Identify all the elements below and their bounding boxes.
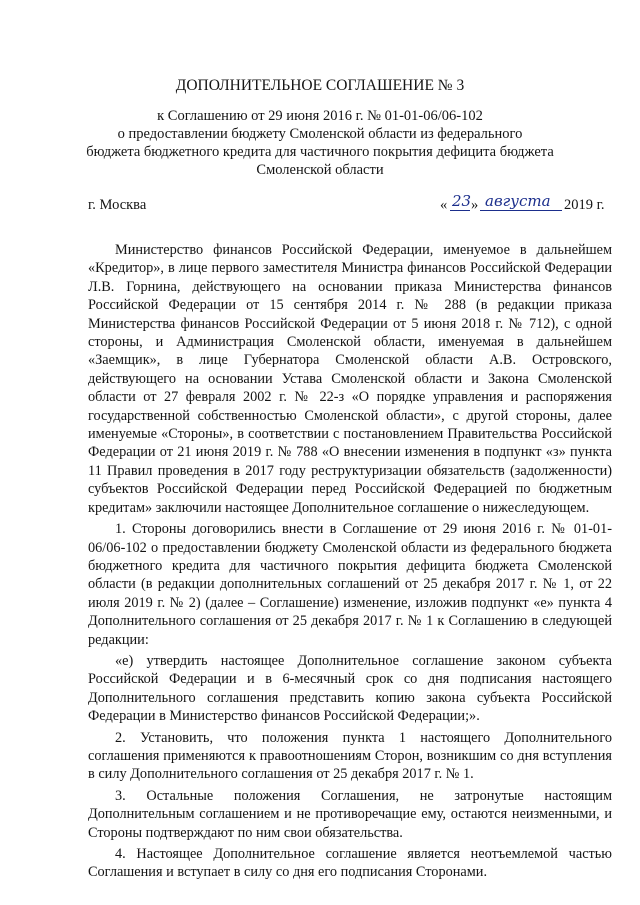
document-city: г. Москва: [88, 197, 147, 213]
document-title: ДОПОЛНИТЕЛЬНОЕ СОГЛАШЕНИЕ № 3: [175, 77, 465, 94]
clause-1-paragraph: 1. Стороны договорились внести в Соглашение от 29 июня 2016 г. № 01-01-06/06-102 о предоставлении бюджету Смоленской области из федерального бюджета бюджетного кредита для частичного покрытия дефицита бюджета Смоленской области (в редакции дополнительных соглашений от 25 декабря 2017 г. № 1, от 22 июля 2019 г. № 2) (далее – Соглашение) изменение, изложив подпункт «е» пункта 4 Дополнительного соглашения от 25 декабря 2017 г. № 1 к Соглашению в следующей редакции:: [88, 521, 612, 648]
subtitle-line: бюджета бюджетного кредита для частичного покрытия дефицита бюджета: [86, 144, 554, 160]
date-day-handwritten: 23: [452, 192, 472, 210]
document-body: [88, 241, 612, 882]
clause-2-paragraph: 2. Установить, что положения пункта 1 настоящего Дополнительного соглашения применяются к правоотношениям Сторон, возникшим со дня вступления в силу Дополнительного соглашения от 25 декабря 2017 г. № 1.: [88, 729, 612, 783]
date-close-quote: »: [471, 197, 479, 213]
date-day-underline: [450, 210, 470, 211]
subtitle-line: к Соглашению от 29 июня 2016 г. № 01-01-06/06-102: [157, 108, 483, 124]
date-month-underline: [480, 210, 562, 211]
document-date: [440, 188, 610, 214]
subtitle-line: о предоставлении бюджету Смоленской области из федерального: [117, 126, 523, 142]
date-open-quote: «: [440, 197, 448, 213]
subtitle-line: Смоленской области: [256, 162, 384, 178]
clause-4-paragraph: 4. Настоящее Дополнительное соглашение является неотъемлемой частью Соглашения и вступает в силу со дня его подписания Сторонами.: [88, 846, 612, 881]
clause-3-paragraph: 3. Остальные положения Соглашения, не затронутые настоящим Дополнительным соглашением и не противоречащие ему, остаются неизменными, и Стороны подтверждают по ним свои обязательства.: [88, 787, 612, 841]
date-year: 2019 г.: [564, 197, 605, 213]
preamble-paragraph: Министерство финансов Российской Федерации, именуемое в дальнейшем «Кредитор», в лице первого заместителя Министра финансов Российской Федерации Л.В. Горнина, действующего на основании приказа Министерства финансов Российской Федерации от 15 сентября 2014 г. № 288 (в редакции приказа Министерства финансов Российской Федерации от 5 июня 2018 г. № 712), с одной стороны, и Администрация Смоленской области, именуемая в дальнейшем «Заемщик», в лице Губернатора Смоленской области А.В. Островского, действующего на основании Устава Смоленской области и Закона Смоленской области от 27 февраля 2002 г. № 22-з «О порядке управления и распоряжения государственной собственностью Смоленской области», с другой стороны, далее именуемые «Стороны», в соответствии с постановлением Правительства Российской Федерации от 21 июня 2019 г. № 788 «О внесении изменения в подпункт «з» пункта 11 Правил проведения в 2017 году реструктуризации обязательств (задолженности) субъектов Российской Федерации перед Российской Федерацией по бюджетным кредитам» заключили настоящее Дополнительное соглашение о нижеследующем.: [88, 242, 612, 516]
date-month-handwritten: августа: [485, 192, 551, 210]
document-subtitle: [60, 107, 580, 179]
clause-1-quote-paragraph: «е) утвердить настоящее Дополнительное соглашение законом субъекта Российской Федерации и в 6-месячный срок со дня подписания настоящего Дополнительного соглашения представить копию закона субъекта Российской Федерации в Министерство финансов Российской Федерации;».: [88, 652, 612, 725]
